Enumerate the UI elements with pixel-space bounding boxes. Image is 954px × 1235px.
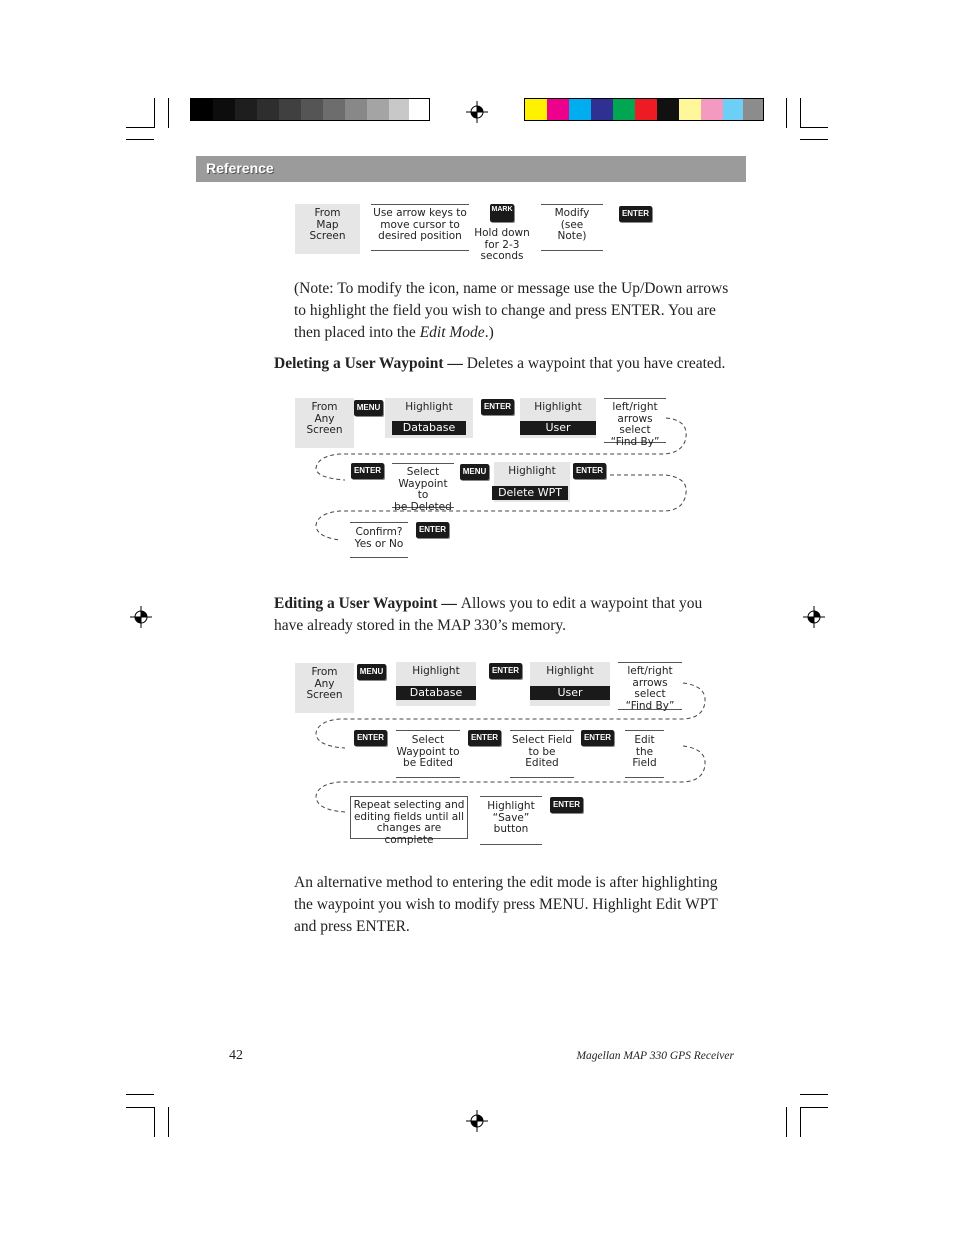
step-select-field: Select Field to be Edited [510, 730, 574, 778]
enter-key-icon: ENTER [489, 663, 522, 679]
step-from-any-screen: From Any Screen [295, 398, 354, 448]
enter-key-icon: ENTER [550, 797, 583, 813]
step-hold-down: Hold down for 2-3 seconds [474, 227, 530, 262]
highlight-label: Highlight [405, 401, 453, 413]
enter-key-icon: ENTER [354, 730, 387, 746]
enter-key-icon: ENTER [581, 730, 614, 746]
enter-key-icon: ENTER [468, 730, 501, 746]
highlight-label: Highlight [412, 665, 460, 677]
enter-key-icon: ENTER [573, 463, 606, 479]
step-highlight-save: Highlight “Save” button [480, 796, 542, 845]
step-move-cursor: Use arrow keys to move cursor to desired position [371, 204, 469, 251]
step-select-waypoint-deleted: Select Waypoint to be Deleted [392, 463, 454, 508]
enter-key-icon: ENTER [351, 463, 384, 479]
step-find-by: left/right arrows select “Find By” [618, 662, 682, 710]
menu-key-icon: MENU [354, 400, 383, 416]
step-edit-field: Edit the Field [625, 730, 664, 778]
enter-key-icon: ENTER [416, 522, 449, 538]
highlight-label: Highlight [508, 465, 556, 477]
note-italic: Edit Mode [419, 324, 485, 341]
step-confirm: Confirm? Yes or No [350, 522, 408, 558]
edit-section-text: Allows you to edit a waypoint that you have already stored in the MAP 330’s memory. [274, 595, 703, 634]
highlight-label: Highlight [546, 665, 594, 677]
page-number: 42 [229, 1048, 243, 1063]
database-menu-item: Database [392, 421, 466, 435]
enter-key-icon: ENTER [619, 206, 652, 222]
step-modify: Modify (see Note) [541, 204, 603, 251]
step-find-by: left/right arrows select “Find By” [604, 398, 666, 443]
delete-wpt-menu-item: Delete WPT [492, 486, 568, 500]
delete-section-text: Deletes a waypoint that you have created. [466, 355, 726, 372]
menu-key-icon: MENU [460, 464, 489, 480]
note-text: (Note: To modify the icon, name or message use the Up/Down arrows to highlight the field you wish to change and press ENTER. You are then placed into the [294, 280, 729, 341]
step-from-map-screen: From Map Screen [295, 204, 360, 254]
running-title: Magellan MAP 330 GPS Receiver [576, 1050, 734, 1062]
step-from-any-screen: From Any Screen [295, 663, 354, 713]
mark-key-icon: MARK [490, 204, 514, 222]
edit-section-heading: Editing a User Waypoint — [274, 595, 461, 612]
menu-key-icon: MENU [357, 664, 386, 680]
database-menu-item: Database [396, 686, 476, 700]
step-select-waypoint-edited: Select Waypoint to be Edited [396, 730, 460, 778]
section-label: Reference [206, 160, 274, 176]
delete-section-heading: Deleting a User Waypoint — [274, 355, 467, 372]
step-repeat-selecting: Repeat selecting and editing fields until all changes are complete [350, 796, 468, 839]
user-menu-item: User [530, 686, 610, 700]
enter-key-icon: ENTER [481, 399, 514, 415]
note-text-end: .) [484, 324, 494, 341]
highlight-label: Highlight [534, 401, 582, 413]
user-menu-item: User [520, 421, 596, 435]
alt-method-paragraph: An alternative method to entering the edit mode is after highlighting the waypoint you wish to modify press MENU. Highlight Edit WPT and press ENTER. [294, 874, 718, 935]
